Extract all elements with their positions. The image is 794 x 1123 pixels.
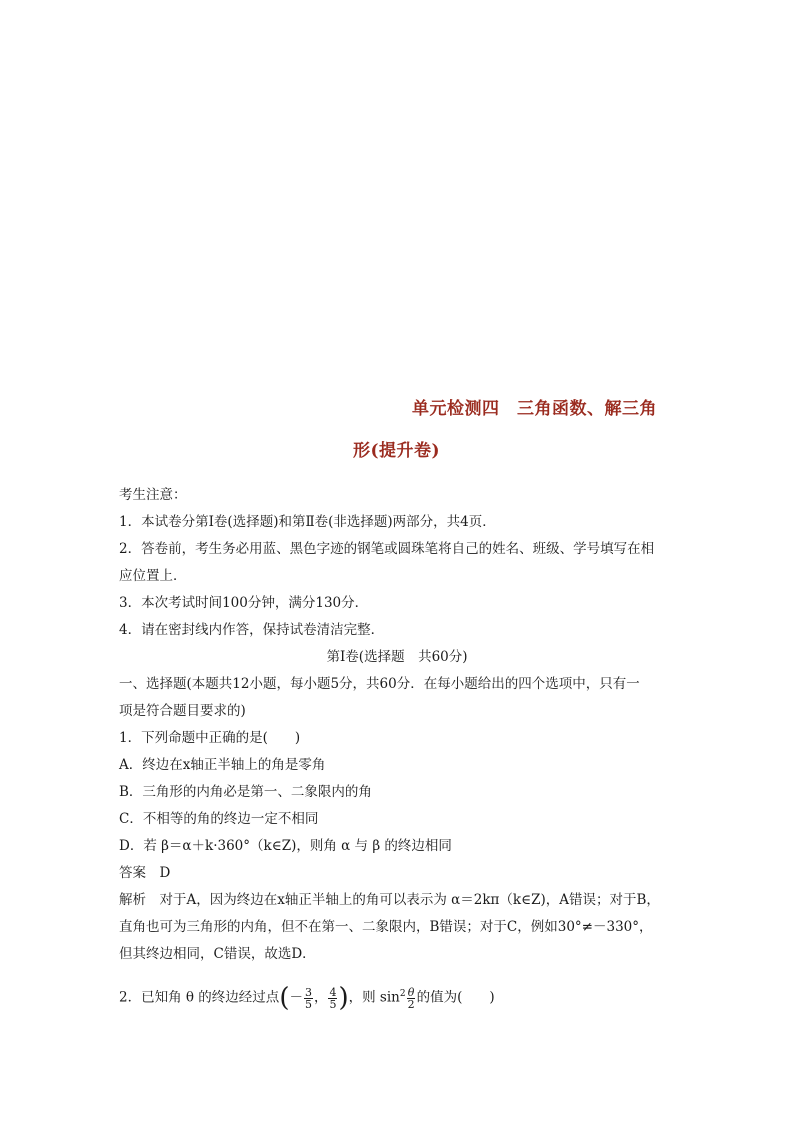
question-1-option-a: A．终边在x轴正半轴上的角是零角 (119, 757, 326, 773)
half-angle-numerator: θ (407, 985, 415, 999)
question-2-stem-mid: ，则 sin (348, 989, 400, 1006)
page-title-line1: 单元检测四 三角函数、解三角 (412, 399, 657, 419)
notice-item-2: 2．答卷前，考生务必用蓝、黑色字迹的钢笔或圆珠笔将自己的姓名、班级、学号填写在相 (119, 541, 655, 557)
question-1-analysis-line1: 解析 对于A，因为终边在x轴正半轴上的角可以表示为 α＝2kπ（k∈Z)，A错误；对于B， (119, 892, 660, 908)
sin-power: 2 (399, 989, 406, 999)
half-angle-fraction (407, 987, 416, 1010)
question-1-answer: 答案 D (119, 865, 171, 881)
point-y-denominator: 5 (329, 997, 337, 1011)
question-2-stem (119, 983, 495, 1013)
point-x-denominator: 5 (304, 997, 312, 1011)
question-1-stem: 1．下列命题中正确的是( ) (119, 730, 301, 746)
notice-item-3: 3．本次考试时间100分钟，满分130分． (119, 595, 369, 611)
question-1-option-b: B．三角形的内角必是第一、二象限内的角 (119, 784, 372, 800)
point-y-numerator: 4 (329, 985, 337, 999)
question-2-stem-prefix: 2．已知角 θ 的终边经过点 (119, 989, 280, 1006)
point-x-numerator: 3 (304, 985, 312, 999)
question-1-analysis-line3: 但其终边相同，C错误，故选D． (119, 946, 316, 962)
section-intro-line2: 项是符合题目要求的) (119, 703, 246, 719)
question-1-option-d: D．若 β＝α＋k·360°（k∈Z)，则角 α 与 β 的终边相同 (119, 838, 452, 854)
question-2-stem-suffix: 的值为( ) (416, 989, 495, 1006)
notice-heading: 考生注意： (119, 487, 187, 503)
point-x-fraction (304, 987, 313, 1010)
point-comma: ， (313, 989, 328, 1006)
open-paren: ( (279, 983, 290, 1013)
half-angle-denominator: 2 (407, 997, 415, 1011)
section-intro-line1: 一、选择题(本题共12小题，每小题5分，共60分．在每小题给出的四个选项中，只有一 (119, 676, 640, 692)
point-x-sign: － (289, 989, 303, 1006)
notice-item-1: 1．本试卷分第Ⅰ卷(选择题)和第Ⅱ卷(非选择题)两部分，共4页． (119, 514, 496, 530)
point-y-fraction (328, 987, 337, 1010)
section-heading: 第Ⅰ卷(选择题 共60分) (326, 649, 468, 665)
notice-item-4: 4．请在密封线内作答，保持试卷清洁完整． (119, 622, 385, 638)
notice-item-2-cont: 应位置上． (119, 568, 187, 584)
page-title-line2: 形(提升卷) (353, 441, 441, 461)
close-paren: ) (338, 983, 349, 1013)
question-1-analysis-line2: 直角也可为三角形的内角，但不在第一、二象限内，B错误；对于C，例如30°≠－330°， (119, 919, 653, 935)
question-1-option-c: C．不相等的角的终边一定不相同 (119, 811, 319, 827)
